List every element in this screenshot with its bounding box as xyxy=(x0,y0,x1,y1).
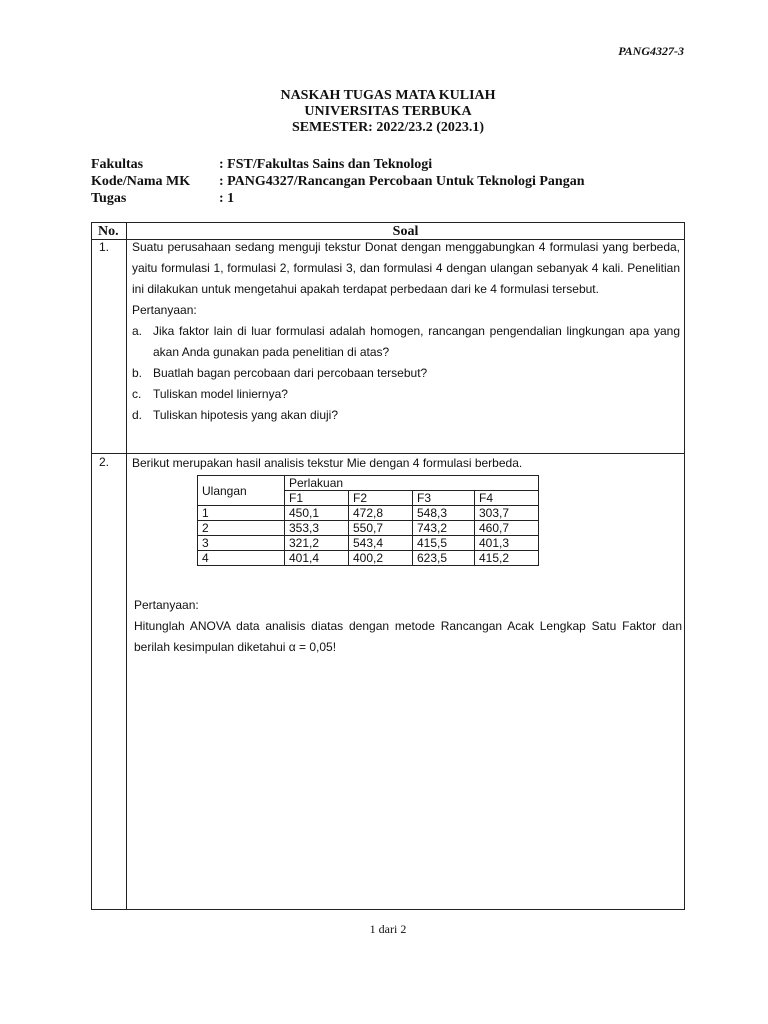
question-1-item-c xyxy=(132,384,680,405)
table-cell: 623,5 xyxy=(413,551,475,566)
question-2 xyxy=(132,453,680,893)
info-value: : FST/Fakultas Sains dan Teknologi xyxy=(219,157,433,172)
question-2-number: 2. xyxy=(99,455,110,469)
info-row-task xyxy=(91,190,585,207)
table-cell: 472,8 xyxy=(349,506,413,521)
item-letter: c. xyxy=(132,387,142,401)
header-title: NASKAH TUGAS MATA KULIAH xyxy=(280,88,496,103)
table-cell: 401,3 xyxy=(475,536,539,551)
question-1-item-b xyxy=(132,363,680,384)
page-number: 1 dari 2 xyxy=(369,922,407,936)
table-cell: 303,7 xyxy=(475,506,539,521)
item-letter: b. xyxy=(132,366,143,380)
info-label: Kode/Nama MK xyxy=(91,174,191,189)
question-1 xyxy=(132,237,680,426)
table-cell: 353,3 xyxy=(285,521,349,536)
question-1-label: Pertanyaan: xyxy=(132,303,197,317)
info-row-fakultas xyxy=(91,156,585,173)
row-header-cell: Ulangan xyxy=(198,476,285,506)
item-text: Jika faktor lain di luar formulasi adalah homogen, rancangan pengendalian lingkungan apa yang akan Anda gunakan pada penelitian di atas? xyxy=(153,324,680,359)
texture-data-table xyxy=(197,475,539,566)
question-1-item-a xyxy=(132,321,680,363)
column-header-cell: F3 xyxy=(413,491,475,506)
table-cell: 321,2 xyxy=(285,536,349,551)
info-row-course xyxy=(91,173,585,190)
info-label: Tugas xyxy=(91,191,127,206)
table-row xyxy=(198,521,539,536)
header-university: UNIVERSITAS TERBUKA xyxy=(304,104,472,119)
table-cell: 415,2 xyxy=(475,551,539,566)
table-cell: 460,7 xyxy=(475,521,539,536)
table-cell: 401,4 xyxy=(285,551,349,566)
table-row xyxy=(198,536,539,551)
document-header xyxy=(0,88,768,136)
info-value: : 1 xyxy=(219,191,235,206)
info-value: : PANG4327/Rancangan Percobaan Untuk Teknologi Pangan xyxy=(219,174,585,189)
column-header-no: No. xyxy=(98,224,119,239)
table-cell: 543,4 xyxy=(349,536,413,551)
question-2-label: Pertanyaan: xyxy=(134,598,199,612)
table-cell: 3 xyxy=(198,536,285,551)
table-row xyxy=(198,551,539,566)
item-letter: a. xyxy=(132,324,143,338)
table-header-row xyxy=(198,476,539,491)
item-letter: d. xyxy=(132,408,143,422)
column-header-soal: Soal xyxy=(392,224,419,239)
table-cell: 548,3 xyxy=(413,506,475,521)
table-cell: 415,5 xyxy=(413,536,475,551)
header-semester: SEMESTER: 2022/23.2 (2023.1) xyxy=(291,120,485,135)
item-text: Tuliskan model liniernya? xyxy=(153,387,288,401)
table-cell: 550,7 xyxy=(349,521,413,536)
column-header-cell: F4 xyxy=(475,491,539,506)
table-row xyxy=(198,506,539,521)
column-header-cell: F1 xyxy=(285,491,349,506)
table-cell: 400,2 xyxy=(349,551,413,566)
course-info xyxy=(91,156,585,207)
question-2-intro: Berikut merupakan hasil analisis tekstur Mie dengan 4 formulasi berbeda. xyxy=(132,456,523,470)
table-cell: 2 xyxy=(198,521,285,536)
table-cell: 743,2 xyxy=(413,521,475,536)
column-header-cell: F2 xyxy=(349,491,413,506)
column-divider xyxy=(126,223,127,909)
item-text: Tuliskan hipotesis yang akan diuji? xyxy=(153,408,338,422)
question-table xyxy=(91,222,685,910)
question-2-text: Hitunglah ANOVA data analisis diatas dengan metode Rancangan Acak Lengkap Satu Faktor dan berilah kesimpulan diketahui α = 0,05! xyxy=(134,619,682,654)
question-2-task xyxy=(134,595,682,658)
question-1-item-d xyxy=(132,405,680,426)
question-1-number: 1. xyxy=(99,240,110,254)
table-cell: 450,1 xyxy=(285,506,349,521)
document-code: PANG4327-3 xyxy=(618,44,684,58)
table-cell: 4 xyxy=(198,551,285,566)
table-cell: 1 xyxy=(198,506,285,521)
question-1-intro: Suatu perusahaan sedang menguji tekstur Donat dengan menggabungkan 4 formulasi yang berbeda, yaitu formulasi 1, formulasi 2, formulasi 3, dan formulasi 4 dengan ulangan sebanyak 4 kali. Penelitian ini dilakukan untuk mengetahui apakah terdapat perbedaan dari ke 4 formulasi tersebut. xyxy=(132,240,680,296)
group-header-cell: Perlakuan xyxy=(285,476,539,491)
info-label: Fakultas xyxy=(91,157,144,172)
item-text: Buatlah bagan percobaan dari percobaan tersebut? xyxy=(153,366,428,380)
